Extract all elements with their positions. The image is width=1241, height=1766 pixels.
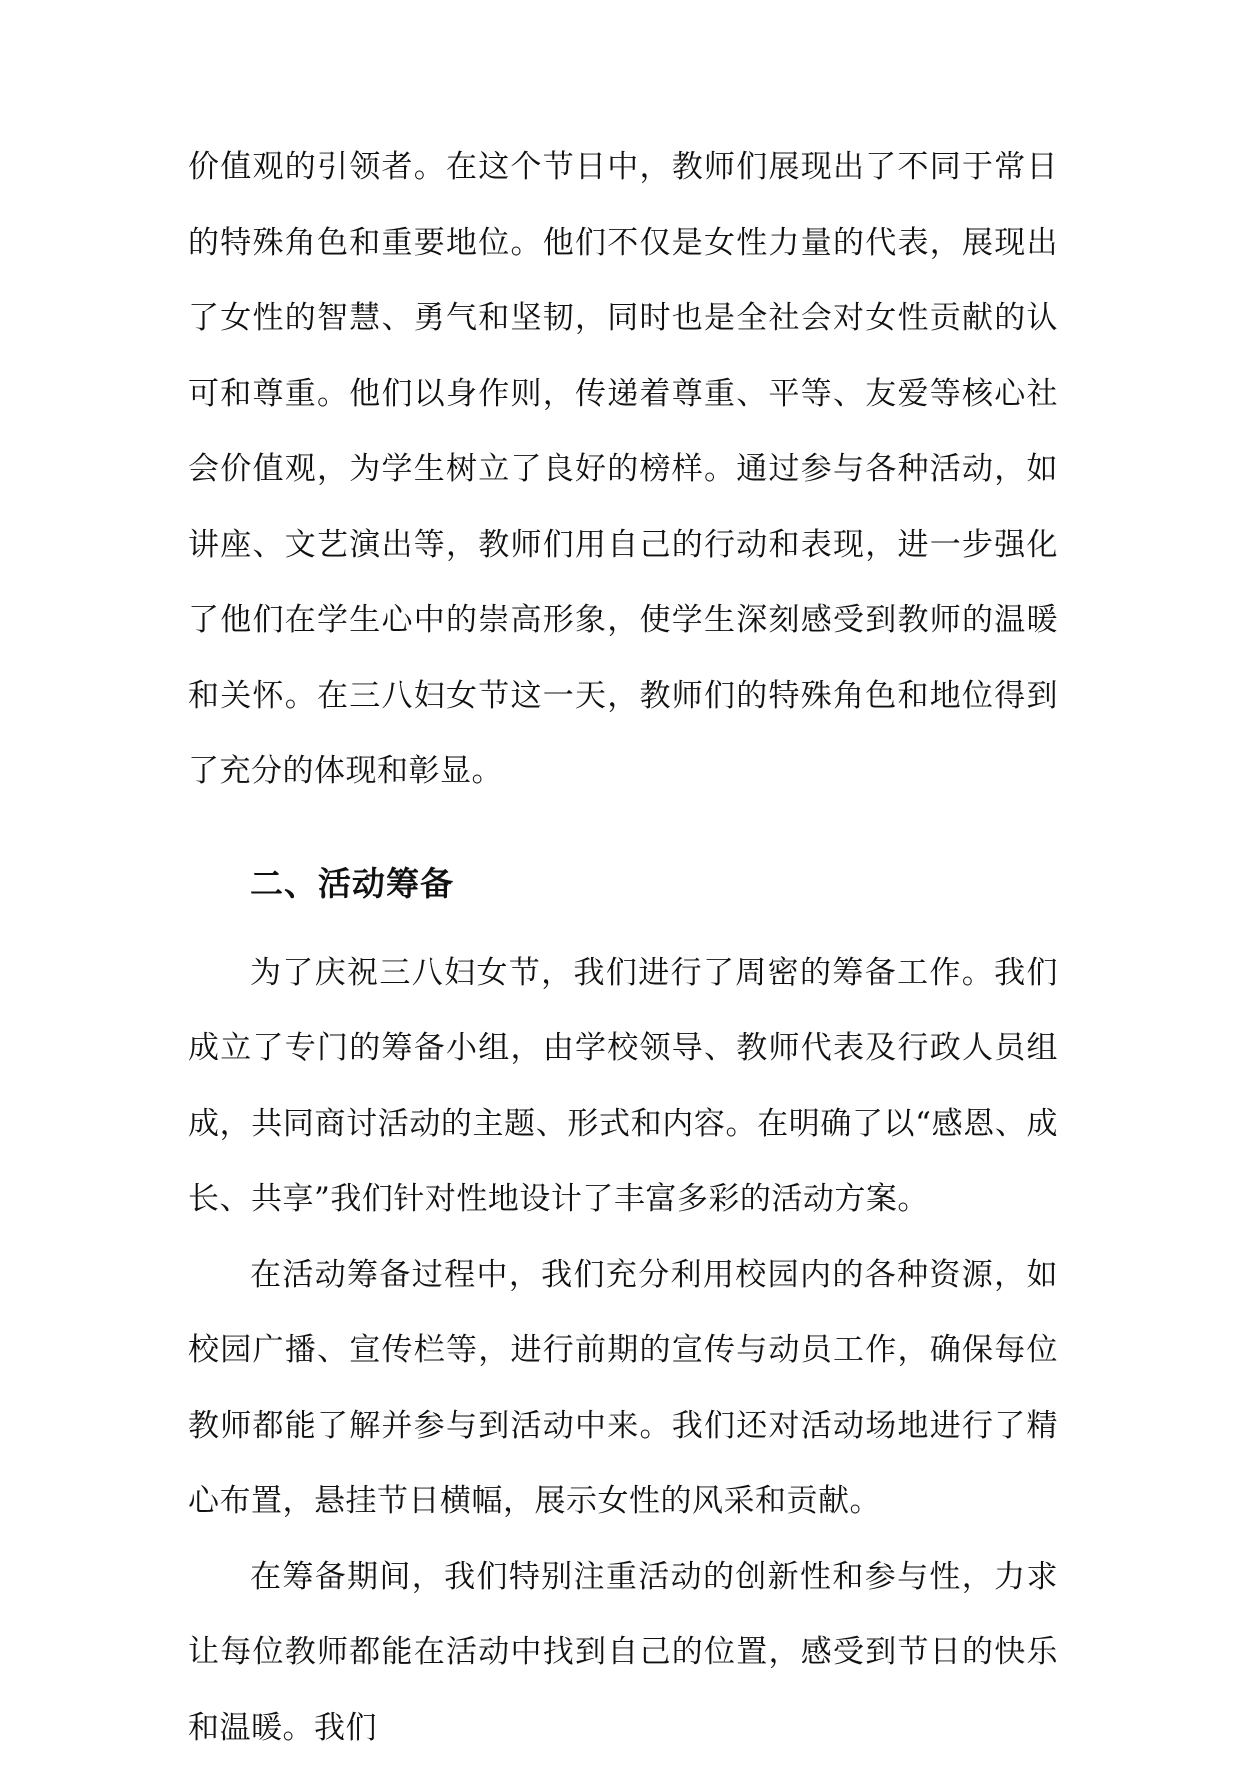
paragraph-promotion: 在活动筹备过程中，我们充分利用校园内的各种资源，如校园广播、宣传栏等，进行前期的宣传与动员工作，确保每位教师都能了解并参与到活动中来。我们还对活动场地进行了精心布置，悬挂节日横幅，展示女性的风采和贡献。 [188, 1238, 1058, 1540]
document-page [188, 130, 1058, 1766]
paragraph-preparation-team: 为了庆祝三八妇女节，我们进行了周密的筹备工作。我们成立了专门的筹备小组，由学校领导、教师代表及行政人员组成，共同商讨活动的主题、形式和内容。在明确了以“感恩、成长、共享”我们针对性地设计了丰富多彩的活动方案。 [188, 936, 1058, 1238]
section-heading: 二、活动筹备 [188, 852, 1058, 916]
intro-paragraph: 价值观的引领者。在这个节日中，教师们展现出了不同于常日的特殊角色和重要地位。他们不仅是女性力量的代表，展现出了女性的智慧、勇气和坚韧，同时也是全社会对女性贡献的认可和尊重。他们以身作则，传递着尊重、平等、友爱等核心社会价值观，为学生树立了良好的榜样。通过参与各种活动，如讲座、文艺演出等，教师们用自己的行动和表现，进一步强化了他们在学生心中的崇高形象，使学生深刻感受到教师的温暖和关怀。在三八妇女节这一天，教师们的特殊角色和地位得到了充分的体现和彰显。 [188, 130, 1058, 810]
paragraph-innovation: 在筹备期间，我们特别注重活动的创新性和参与性，力求让每位教师都能在活动中找到自己的位置，感受到节日的快乐和温暖。我们 [188, 1540, 1058, 1766]
